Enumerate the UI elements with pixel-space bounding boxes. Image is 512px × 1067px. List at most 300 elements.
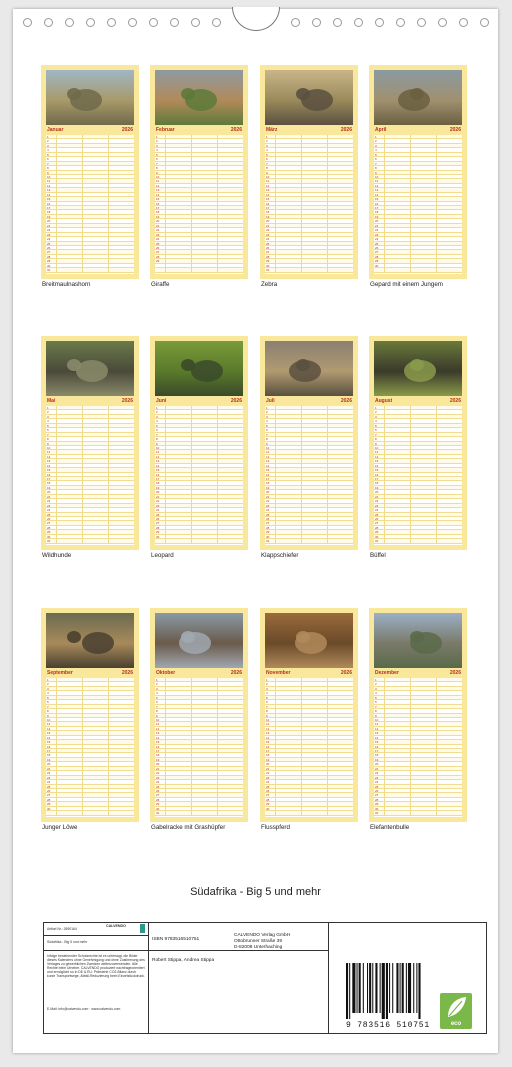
binding-hole [354,18,363,27]
month-photo [265,341,353,396]
day-number: 31 [266,539,270,544]
day-number: 19 [266,757,270,762]
day-number: 9 [375,441,377,446]
month-card-12 [369,608,467,822]
day-number: 19 [375,214,379,219]
month-name: September [47,670,73,676]
day-number: 27 [266,250,270,255]
day-number: 20 [375,490,379,495]
day-number: 5 [47,423,49,428]
day-number: 10 [156,174,160,179]
day-number: 5 [156,695,158,700]
day-number: 21 [47,223,51,228]
day-number: 3 [156,686,158,691]
day-row [155,811,243,815]
day-number: 4 [47,691,49,696]
day-number: 19 [156,757,160,762]
day-number: 20 [266,762,270,767]
day-number: 17 [375,206,379,210]
day-number: 12 [156,183,160,188]
day-number: 6 [375,700,377,705]
day-number: 18 [266,481,270,486]
day-number: 22 [266,499,270,504]
day-number: 22 [156,771,160,776]
day-number: 9 [47,713,49,718]
binding-hole [107,18,116,27]
photo-caption: Büffel [370,552,386,559]
day-number: 18 [266,753,270,758]
day-number: 14 [156,192,160,197]
day-number: 25 [266,512,270,517]
day-number: 11 [47,179,51,184]
day-number: 25 [156,784,160,789]
day-number: 20 [47,762,51,767]
day-number: 19 [47,485,51,490]
day-row [374,811,462,815]
day-number: 22 [266,771,270,776]
authors: Robert Stippa, Andrea Stippa [152,958,215,963]
day-number: 15 [375,740,379,745]
day-grid [155,406,243,545]
month-header [265,670,353,677]
day-number: 12 [375,726,379,731]
day-number: 14 [266,192,270,197]
day-row [46,268,134,272]
month-header [46,398,134,405]
month-photo [155,613,243,668]
day-number: 14 [156,735,160,740]
day-number: 28 [266,525,270,530]
day-number: 9 [375,713,377,718]
day-number: 19 [156,214,160,219]
day-number: 30 [156,534,160,539]
day-number: 30 [375,263,379,268]
day-number: 7 [375,161,377,166]
binding-hole [480,18,489,27]
month-name: März [266,127,278,133]
day-number: 8 [47,437,49,442]
day-row [374,539,462,543]
day-number: 7 [266,432,268,437]
day-number: 29 [47,259,51,264]
day-number: 4 [156,148,158,153]
day-number: 6 [156,157,158,162]
day-number: 14 [266,735,270,740]
month-photo [46,70,134,125]
day-number: 28 [266,797,270,802]
day-number: 18 [47,210,51,215]
day-number: 16 [47,744,51,749]
day-number: 25 [47,512,51,517]
photo-caption: Elefantenbulle [370,824,410,831]
day-number: 1 [375,135,377,139]
day-number: 18 [375,210,379,215]
day-number: 11 [47,722,51,727]
month-year: 2026 [449,670,461,676]
day-number: 17 [47,206,51,210]
binding-hole [312,18,321,27]
day-number: 20 [156,762,160,767]
day-number: 7 [266,161,268,166]
day-number: 17 [156,477,160,481]
day-number: 29 [47,802,51,807]
day-number: 26 [156,788,160,793]
day-number: 4 [375,419,377,424]
day-number: 18 [156,481,160,486]
day-number: 8 [375,709,377,714]
photo-caption: Wildhunde [42,552,72,559]
day-number: 16 [375,472,379,477]
day-number: 11 [156,722,160,727]
day-number: 13 [156,188,160,193]
day-number: 20 [47,219,51,224]
day-number: 24 [375,780,379,785]
day-number: 14 [156,463,160,468]
day-number: 23 [375,503,379,508]
binding-hole [128,18,137,27]
day-number: 7 [375,432,377,437]
day-number: 21 [47,766,51,771]
day-number: 8 [375,437,377,442]
binding-hole [291,18,300,27]
day-number: 1 [375,678,377,682]
photo-caption: Gepard mit einem Jungem [370,281,443,288]
day-number: 30 [375,534,379,539]
day-number: 21 [266,766,270,771]
day-number: 2 [266,410,268,415]
publisher-line-1: CALVENDO Verlag GmbH [234,933,291,938]
month-name: April [375,127,387,133]
day-number: 23 [47,503,51,508]
day-number: 20 [266,490,270,495]
month-photo [374,341,462,396]
day-number: 25 [156,241,160,246]
day-number: 3 [266,414,268,419]
day-number: 29 [156,259,160,264]
day-number: 22 [47,771,51,776]
day-number: 30 [266,806,270,811]
binding-hole [375,18,384,27]
day-number: 26 [266,245,270,250]
day-number: 16 [266,744,270,749]
day-number: 21 [156,494,160,499]
day-number: 14 [47,463,51,468]
day-number: 16 [266,472,270,477]
day-number: 21 [266,494,270,499]
day-number: 28 [266,254,270,259]
day-number: 23 [266,503,270,508]
day-number: 6 [47,700,49,705]
month-photo [155,341,243,396]
day-number: 19 [266,485,270,490]
month-header [374,127,462,134]
day-number: 6 [156,700,158,705]
photo-caption: Leopard [151,552,174,559]
day-number: 25 [266,784,270,789]
day-number: 20 [266,219,270,224]
day-number: 16 [156,744,160,749]
day-number: 26 [375,516,379,521]
month-name: Dezember [375,670,399,676]
article-number: Artikel Nr.: 2690164 [47,927,77,931]
day-number: 23 [266,232,270,237]
day-row [155,268,243,272]
day-number: 17 [47,749,51,753]
day-number: 3 [156,414,158,419]
day-number: 5 [266,152,268,157]
binding-hole [333,18,342,27]
day-number: 25 [375,784,379,789]
day-number: 19 [266,214,270,219]
day-number: 27 [47,793,51,798]
day-number: 12 [266,183,270,188]
day-number: 11 [375,722,379,727]
month-header [155,398,243,405]
isbn: ISBN 9783516510751 [152,937,200,942]
month-name: Februar [156,127,175,133]
day-number: 13 [47,731,51,736]
day-number: 10 [47,445,51,450]
day-number: 24 [375,508,379,513]
day-number: 15 [156,197,160,202]
month-card-8 [369,336,467,550]
day-number: 22 [47,228,51,233]
day-number: 22 [156,499,160,504]
month-card-2 [150,65,248,279]
binding-hole [212,18,221,27]
day-number: 12 [266,454,270,459]
day-number: 2 [47,410,49,415]
day-number: 23 [156,775,160,780]
day-number: 23 [47,775,51,780]
day-number: 1 [47,678,49,682]
day-grid [374,678,462,817]
day-number: 1 [266,135,268,139]
day-number: 12 [47,183,51,188]
day-number: 5 [266,423,268,428]
day-number: 19 [375,485,379,490]
day-number: 26 [375,788,379,793]
day-number: 13 [266,459,270,464]
day-number: 7 [156,161,158,166]
day-number: 3 [266,143,268,148]
day-number: 12 [156,454,160,459]
month-year: 2026 [340,398,352,404]
day-number: 12 [375,454,379,459]
day-number: 11 [266,450,270,455]
day-number: 31 [156,811,160,816]
month-card-7 [260,336,358,550]
day-number: 4 [156,691,158,696]
binding-hole [170,18,179,27]
day-number: 1 [266,406,268,410]
day-number: 13 [375,459,379,464]
day-grid [155,135,243,274]
day-number: 11 [266,179,270,184]
day-number: 11 [47,450,51,455]
day-number: 2 [156,410,158,415]
day-number: 18 [156,210,160,215]
photo-caption: Flusspferd [261,824,290,831]
leaf-icon [440,993,472,1021]
month-name: Januar [47,127,64,133]
day-number: 27 [156,250,160,255]
day-number: 15 [375,468,379,473]
month-photo [265,70,353,125]
day-number: 13 [375,188,379,193]
day-number: 19 [156,485,160,490]
binding-hole [86,18,95,27]
day-number: 15 [375,197,379,202]
day-row [374,268,462,272]
day-number: 25 [47,784,51,789]
day-number: 14 [47,735,51,740]
month-year: 2026 [230,398,242,404]
binding-hole [191,18,200,27]
month-card-9 [41,608,139,822]
day-grid [265,135,353,274]
day-number: 11 [156,179,160,184]
day-number: 15 [156,468,160,473]
day-number: 9 [47,441,49,446]
day-number: 14 [375,192,379,197]
day-number: 14 [375,463,379,468]
day-number: 8 [156,709,158,714]
publisher-line-2: Ottobrunner Straße 39 [234,939,282,944]
calendar-title: Südafrika - Big 5 und mehr [190,886,321,898]
day-number: 28 [47,254,51,259]
photo-caption: Zebra [261,281,278,288]
day-number: 13 [266,731,270,736]
day-number: 12 [375,183,379,188]
day-number: 22 [266,228,270,233]
month-card-3 [260,65,358,279]
day-number: 16 [156,472,160,477]
day-number: 7 [47,432,49,437]
day-number: 17 [47,477,51,481]
day-row [265,268,353,272]
month-year: 2026 [449,398,461,404]
day-number: 9 [266,713,268,718]
day-number: 21 [156,766,160,771]
day-number: 1 [375,406,377,410]
day-number: 28 [156,525,160,530]
day-number: 17 [266,477,270,481]
day-number: 29 [266,530,270,535]
day-row [265,811,353,815]
day-number: 15 [156,740,160,745]
day-number: 24 [156,237,160,242]
month-header [374,670,462,677]
day-number: 10 [266,717,270,722]
month-name: November [266,670,291,676]
day-number: 1 [47,406,49,410]
day-number: 2 [156,682,158,687]
day-grid [46,135,134,274]
day-number: 28 [47,797,51,802]
day-number: 26 [47,788,51,793]
day-number: 8 [47,709,49,714]
day-grid [265,406,353,545]
day-number: 29 [47,530,51,535]
day-number: 6 [375,157,377,162]
day-number: 24 [375,237,379,242]
day-number: 6 [266,157,268,162]
day-number: 21 [375,494,379,499]
day-number: 13 [47,188,51,193]
photo-caption: Junger Löwe [42,824,78,831]
day-number: 24 [47,237,51,242]
day-number: 22 [375,499,379,504]
day-number: 31 [47,539,51,544]
photo-caption: Giraffe [151,281,170,288]
day-number: 17 [156,749,160,753]
day-number: 14 [47,192,51,197]
day-number: 2 [47,139,49,144]
month-card-5 [41,336,139,550]
month-year: 2026 [230,127,242,133]
day-number: 27 [266,521,270,526]
day-number: 25 [375,512,379,517]
day-number: 13 [156,459,160,464]
day-number: 12 [47,726,51,731]
day-number: 18 [47,481,51,486]
day-number: 27 [47,250,51,255]
photo-caption: Klappschiefer [261,552,299,559]
day-number: 13 [266,188,270,193]
day-number: 15 [47,468,51,473]
day-number: 2 [375,139,377,144]
day-number: 4 [266,148,268,153]
month-year: 2026 [230,670,242,676]
day-number: 8 [47,166,49,171]
month-name: August [375,398,393,404]
day-number: 20 [375,762,379,767]
day-number: 29 [266,802,270,807]
contact-email: E-Mail: info@calvendo.com · www.calvendo.com [47,1007,121,1011]
month-header [265,127,353,134]
day-number: 29 [375,802,379,807]
day-number: 17 [156,206,160,210]
day-number: 2 [266,682,268,687]
day-grid [265,678,353,817]
day-number: 3 [375,143,377,148]
day-number: 2 [266,139,268,144]
day-number: 15 [266,468,270,473]
day-number: 20 [156,490,160,495]
month-card-10 [150,608,248,822]
day-number: 23 [266,775,270,780]
day-row [46,539,134,543]
day-number: 5 [47,152,49,157]
day-number: 10 [375,174,379,179]
day-number: 8 [266,437,268,442]
month-name: Mai [47,398,56,404]
day-number: 21 [266,223,270,228]
day-number: 21 [47,494,51,499]
day-number: 6 [47,157,49,162]
day-number: 28 [375,525,379,530]
day-number: 4 [375,148,377,153]
day-number: 12 [266,726,270,731]
day-number: 18 [375,753,379,758]
day-number: 30 [47,806,51,811]
day-number: 10 [375,717,379,722]
day-number: 11 [156,450,160,455]
day-number: 15 [47,740,51,745]
day-number: 2 [156,139,158,144]
day-number: 5 [156,423,158,428]
